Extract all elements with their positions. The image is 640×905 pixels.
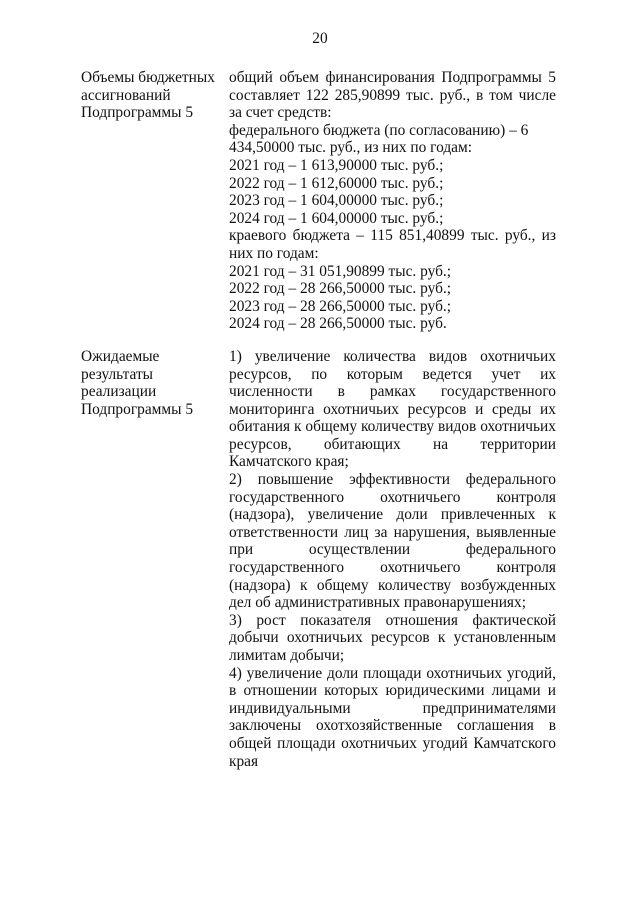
result-item: 3) рост показателя отношения фактической добычи охотничьих ресурсов к установленным лимитам добычи; <box>229 611 556 664</box>
result-item: 2) повышение эффективности федерального государственного охотничьего контроля (надзора), увеличение доли привлеченных к ответственности лиц за нарушения, выявленные при осуществлении федерального государственного охотничьего контроля (надзора) к общему количеству возбужденных дел об административных правонарушениях; <box>229 471 556 612</box>
results-row <box>81 348 556 770</box>
federal-year-line: 2022 год – 1 612,60000 тыс. руб.; <box>229 174 444 192</box>
results-value <box>229 348 556 770</box>
budget-label <box>81 69 229 122</box>
results-label-line: Подпрограммы 5 <box>81 400 194 418</box>
federal-year-line: 2024 год – 1 604,00000 тыс. руб.; <box>229 209 444 227</box>
results-label-line: Ожидаемые <box>81 347 160 365</box>
budget-row <box>81 69 556 333</box>
result-item: 1) увеличение количества видов охотничьих ресурсов, по которым ведется учет их численности в рамках государственного мониторинга охотничьих ресурсов и среды их обитания к общему количеству видов охотничьих ресурсов, обитающих на территории Камчатского края; <box>229 347 556 471</box>
regional-header: краевого бюджета – 115 851,40899 тыс. руб., из них по годам: <box>229 227 556 262</box>
regional-year-line: 2023 год – 28 266,50000 тыс. руб.; <box>229 297 452 315</box>
results-label-line: реализации <box>81 383 157 401</box>
federal-year-line: 2023 год – 1 604,00000 тыс. руб.; <box>229 192 444 210</box>
result-item: 4) увеличение доли площади охотничьих угодий, в отношении которых юридическими лицами и индивидуальными предпринимателями заключены охотхозяйственные соглашения в общей площади охотничьих угодий Камчатского края <box>229 664 556 770</box>
results-label-line: результаты <box>81 365 154 383</box>
regional-year-line: 2024 год – 28 266,50000 тыс. руб. <box>229 315 447 333</box>
results-label <box>81 348 229 418</box>
budget-value <box>229 69 556 333</box>
budget-label-line: ассигнований <box>81 86 171 104</box>
regional-year-line: 2022 год – 28 266,50000 тыс. руб.; <box>229 280 452 298</box>
budget-label-line: Подпрограммы 5 <box>81 104 194 122</box>
regional-year-line: 2021 год – 31 051,90899 тыс. руб.; <box>229 262 452 280</box>
page-number: 20 <box>312 30 328 47</box>
budget-intro: общий объем финансирования Подпрограммы 5 составляет 122 285,90899 тыс. руб., в том числе за счет средств: <box>229 69 556 122</box>
budget-label-line: Объемы бюджетных <box>81 69 215 86</box>
federal-year-line: 2021 год – 1 613,90000 тыс. руб.; <box>229 156 444 174</box>
passport-table <box>81 69 556 770</box>
federal-header: федерального бюджета (по согласованию) – 6 434,50000 тыс. руб., из них по годам: <box>229 121 529 157</box>
